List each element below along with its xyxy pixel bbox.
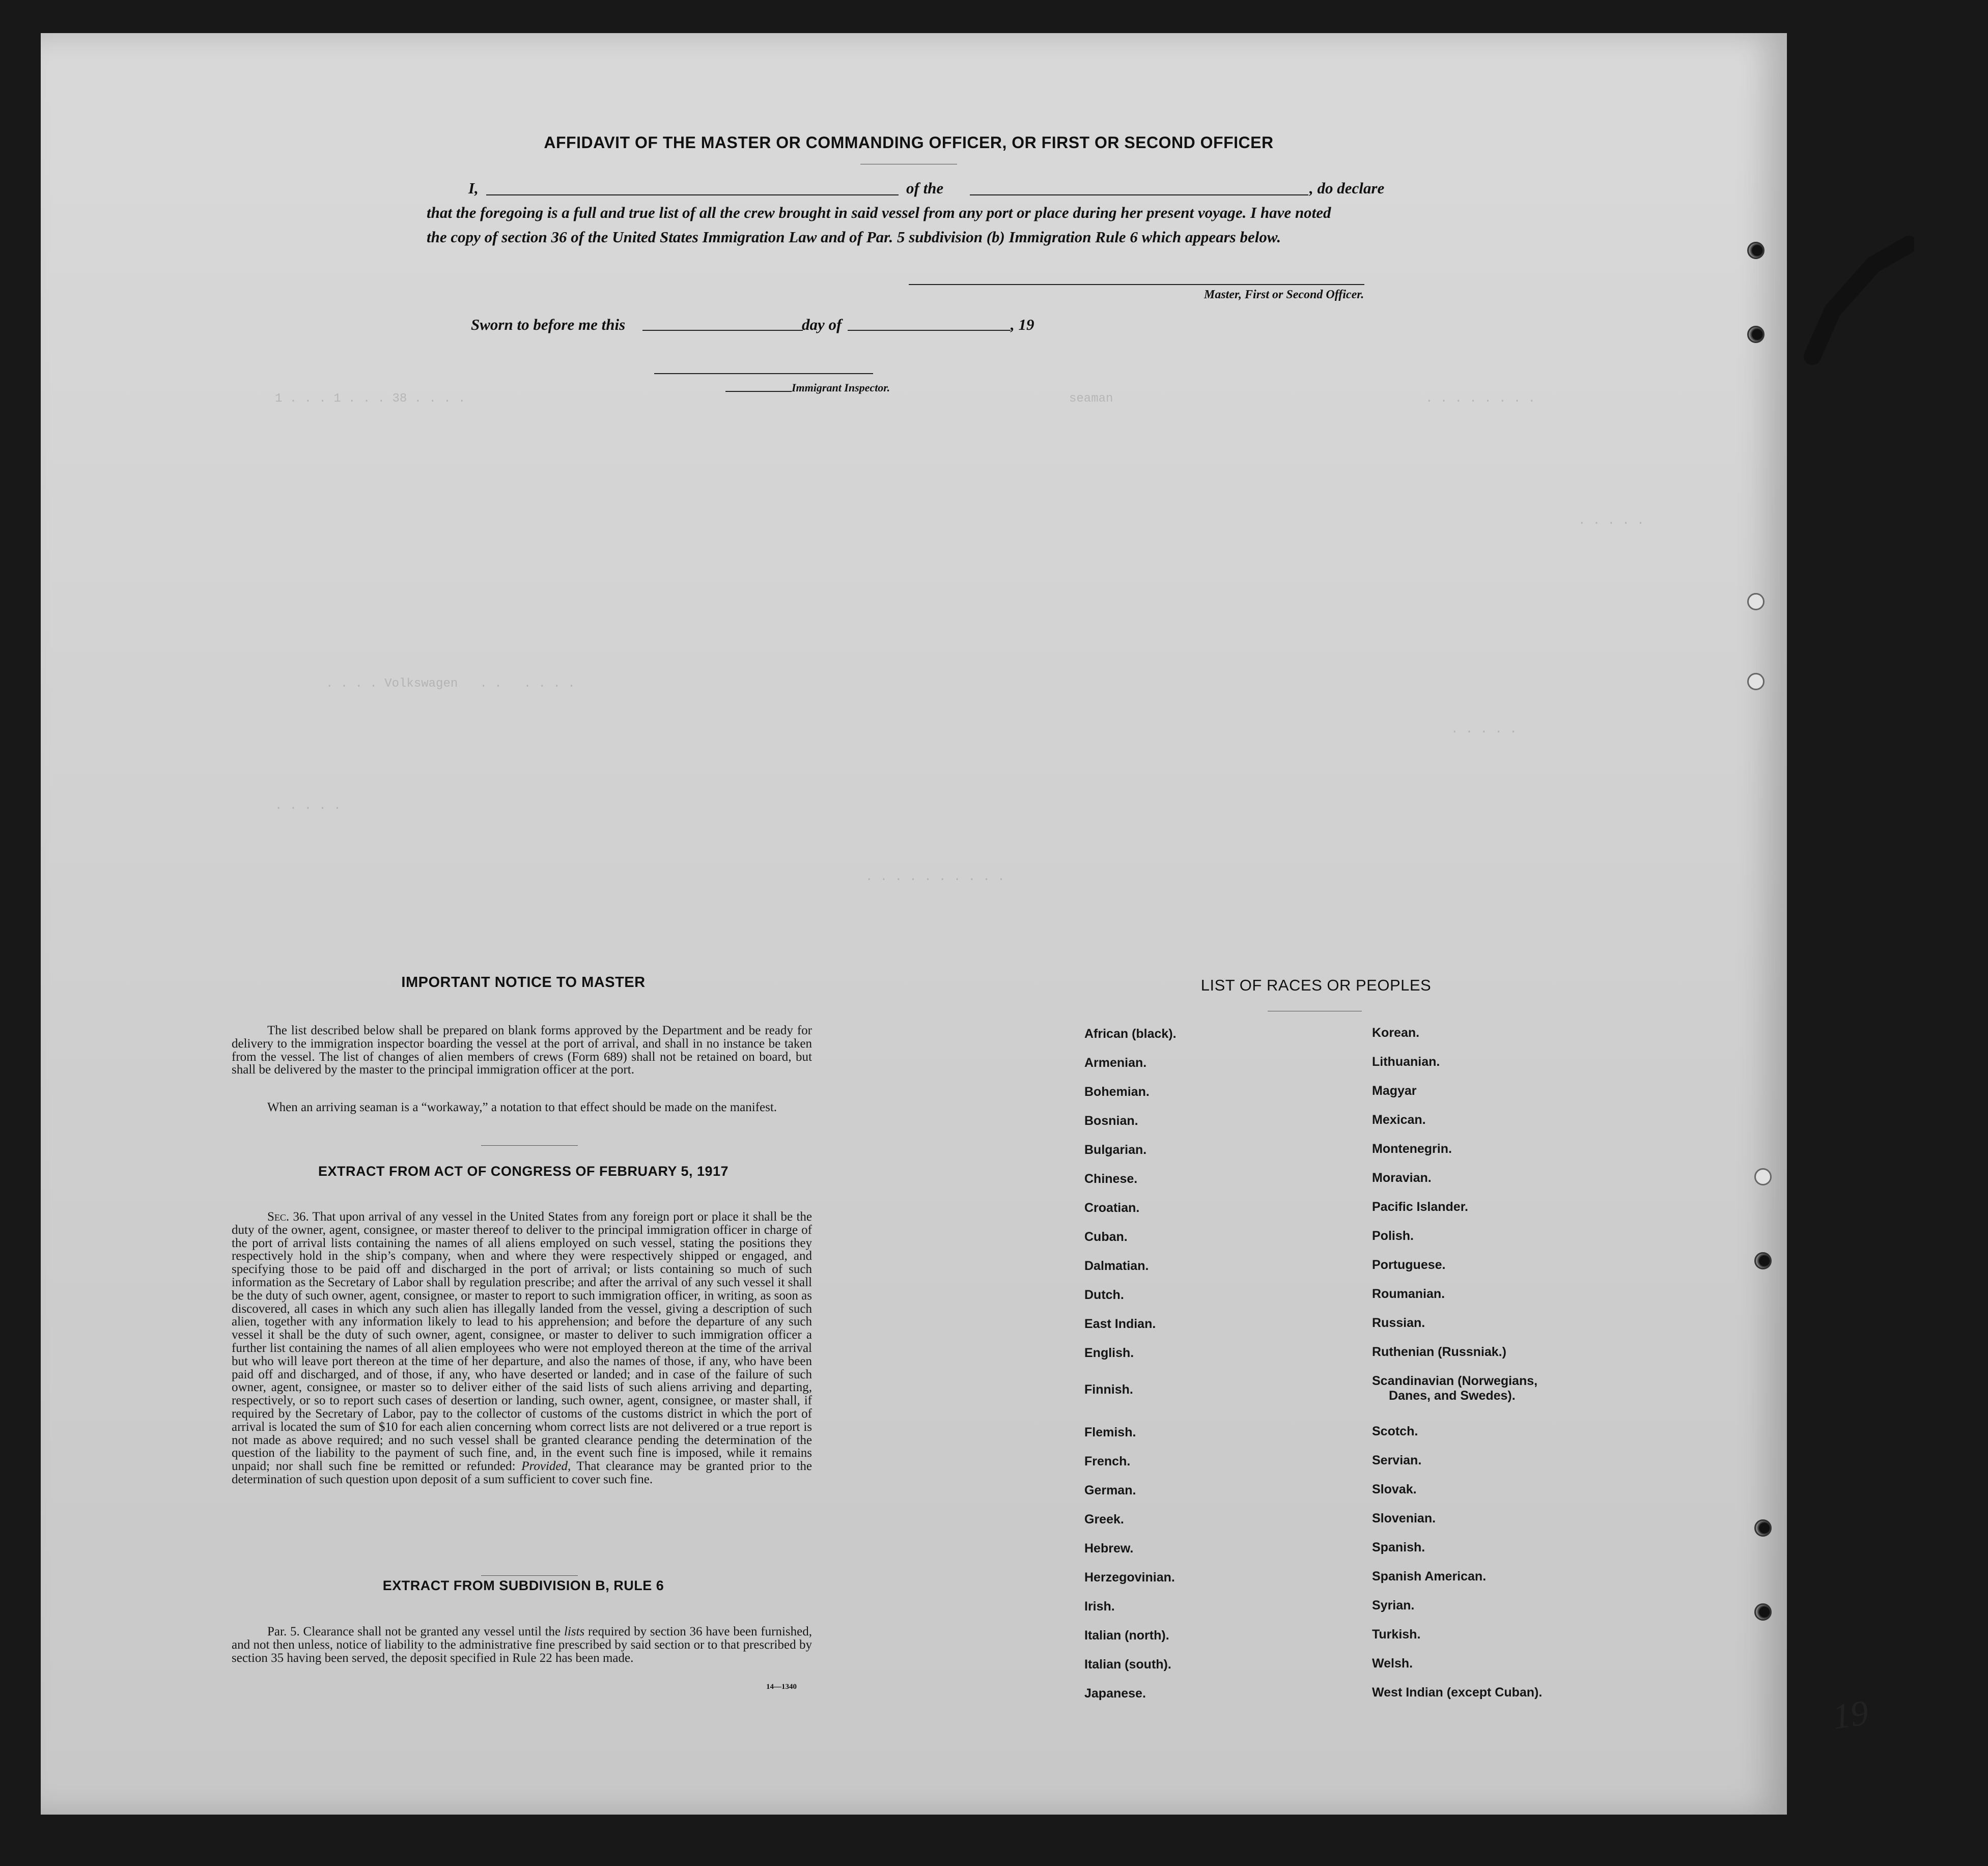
race-item: Chinese. xyxy=(1084,1172,1138,1186)
provided-label: Provided, xyxy=(521,1459,571,1474)
sworn-day-line[interactable] xyxy=(642,330,803,331)
act-extract-text: 36. That upon arrival of any vessel in the United States from any foreign port or place it shall be the duty of the owner, agent, consignee, or master thereof to deliver to the principal immigration officer in charge of the port of arrival lists containing the names of all aliens employed on such vessel, stating the positions they respectively hold in the ship’s company, when and where they were respectively shipped or engaged, and specifying those to be paid off and discharged in the port of arrival; or lists containing so much of such information as the Secretary of Labor shall by regulation prescribe; and after the arrival of any such vessel it shall be the duty of such owner, agent, consignee, or master to report to such immigration officer, in writing, as soon as discovered, all cases in which any such alien has illegally landed from the vessel, giving a description of such alien, together with any information likely to lead to his apprehension; and before the departure of any such vessel it shall be the duty of such owner, agent, consignee, or master to deliver to such immigration officer a further list containing the names of all alien employees who were not employed thereon at the time of the arrival but who will leave port thereon at the time of her departure, and also the names of those, if any, who have been paid off and discharged, and of those, if any, who have deserted or landed; and in case of the failure of such owner, agent, consignee, or master so to deliver either of the said lists of such aliens arriving and departing, respectively, or so to report such cases of desertion or landing, such owner, agent, consignee, or master shall, if required by the Secretary of Labor, pay to the collector of customs of the customs district in which the port of arrival is located the sum of $10 for each alien concerning whom correct lists are not delivered or a true report is not made as above required; and no such vessel shall be granted clearance pending the determination of the question of the liability to the payment of such fine, and, in the event such fine is imposed, while it remains unpaid; nor shall such fine be remitted or refunded: xyxy=(232,1210,812,1474)
race-item: East Indian. xyxy=(1084,1317,1156,1331)
act-extract-title: EXTRACT FROM ACT OF CONGRESS OF FEBRUARY 5, 1917 xyxy=(318,1164,729,1179)
race-item: French. xyxy=(1084,1454,1131,1468)
race-item: Lithuanian. xyxy=(1372,1055,1440,1069)
race-item: Finnish. xyxy=(1084,1382,1133,1397)
race-item: Welsh. xyxy=(1372,1656,1413,1671)
race-item: Russian. xyxy=(1372,1316,1425,1330)
binder-hole xyxy=(1754,1603,1772,1621)
race-item: Turkish. xyxy=(1372,1627,1421,1642)
sec-label: Sec. xyxy=(267,1210,290,1224)
race-item: Flemish. xyxy=(1084,1425,1136,1439)
sworn-label: Sworn to before me this xyxy=(471,316,626,333)
race-item: Syrian. xyxy=(1372,1598,1415,1613)
race-item: Danes, and Swedes). xyxy=(1389,1389,1516,1403)
notice-paragraph-2: When an arriving seaman is a “workaway,” a notation to that effect should be made on the manifest. xyxy=(267,1100,777,1114)
race-item: German. xyxy=(1084,1483,1136,1497)
race-item: Spanish. xyxy=(1372,1540,1425,1554)
binder-hole xyxy=(1747,242,1765,259)
race-item: Moravian. xyxy=(1372,1171,1432,1185)
declarant-name-line[interactable] xyxy=(486,194,899,195)
notice-paragraph-1: The list described below shall be prepared on blank forms approved by the Department and be ready for delivery to the immigration inspector boarding the vessel at the port of arrival, and shall in no instance be taken from the vessel. The list of changes of alien members of crews (Form 689) shall not be retained on board, but shall be delivered by the master to the principal immigration officer at the port. xyxy=(232,1024,812,1077)
notice-title: IMPORTANT NOTICE TO MASTER xyxy=(401,974,646,991)
race-item: Herzegovinian. xyxy=(1084,1570,1175,1585)
race-item: West Indian (except Cuban). xyxy=(1372,1685,1543,1700)
race-item: Italian (south). xyxy=(1084,1657,1171,1672)
binder-hole xyxy=(1747,326,1765,343)
vessel-label: of the xyxy=(906,179,944,197)
act-extract-body xyxy=(232,1210,812,1486)
inspector-caption: Immigrant Inspector. xyxy=(792,381,890,394)
race-item: Slovak. xyxy=(1372,1482,1417,1496)
race-item: Montenegrin. xyxy=(1372,1142,1452,1156)
margin-handwritten-number: 19 xyxy=(1830,1693,1871,1737)
race-item: Italian (north). xyxy=(1084,1628,1169,1643)
races-title: LIST OF RACES OR PEOPLES xyxy=(1200,976,1432,994)
vessel-name-line[interactable] xyxy=(970,194,1308,195)
day-of-label: day of xyxy=(802,316,842,333)
race-item: Slovenian. xyxy=(1372,1511,1436,1525)
rule-extract-text: Par. 5. Clearance shall not be granted any vessel until the xyxy=(267,1625,564,1638)
race-item: Scandinavian (Norwegians, xyxy=(1372,1374,1538,1388)
race-item: Roumanian. xyxy=(1372,1287,1445,1301)
form-number: 14—1340 xyxy=(766,1683,797,1691)
officer-signature-line[interactable] xyxy=(909,284,1364,285)
binder-hole xyxy=(1754,1519,1772,1537)
race-item: Greek. xyxy=(1084,1512,1124,1526)
declarant-label: I, xyxy=(468,179,479,197)
affidavit-title: AFFIDAVIT OF THE MASTER OR COMMANDING OFFICER, OR FIRST OR SECOND OFFICER xyxy=(544,133,1274,152)
race-item: Spanish American. xyxy=(1372,1569,1487,1584)
rule-extract-body xyxy=(232,1625,812,1664)
race-item: Irish. xyxy=(1084,1599,1115,1614)
race-item: Hebrew. xyxy=(1084,1541,1134,1556)
race-item: Cuban. xyxy=(1084,1230,1128,1244)
inspector-signature-line[interactable] xyxy=(654,373,873,374)
form-page xyxy=(41,33,1787,1815)
race-item: Croatian. xyxy=(1084,1201,1140,1215)
document-scan: 1 . . . 1 . . . 38 . . . . seaman . . . . . . . . . . . . . . . . . Volkswagen . . . . . . . . . . . . . . . . . . . . . . . . . . 19 AFFIDAVIT OF THE MASTER OR COMMANDING OFFICER, OR FIRST OR SECOND OFFICER I, of the , do declare that the foregoing is a full and true list of all the crew brought in said vessel from any port or place during her present voyage. I have noted the copy of section 36 of the United States Immigration Law and of Par. 5 subdivision (b) Immigration Rule 6 which appears below. Master, First or Second Officer. Sworn to before me this day of , 19 Immigrant Inspector. IMPORTANT NOTICE TO MASTER The list described below shall be prepared on blank forms approved by the Department and be ready for delivery to the immigration inspector boarding the vessel at the port of arrival, and shall in no instance be taken from the vessel. The list of changes of alien members of crews (Form 689) shall not be retained on board, but shall be delivered by the master to the principal immigration officer at the port. When an arriving seaman is a “workaway,” a notation to that effect should be made on the manifest. EXTRACT FROM ACT OF CONGRESS OF FEBRUARY 5, 1917 Sec. 36. That upon arrival of any vessel in the United States from any foreign port or place it shall be the duty of the owner, agent, consignee, or master thereof to deliver to the principal immigration officer in charge of the port of arrival lists containing the names of all aliens employed on such vessel, stating the positions they respectively hold in the ship’s company, when and where they were respectively shipped or engaged, and specifying those to be paid off and discharged in the port of arrival; or lists containing so much of such information as the Secretary of Labor shall by regulation prescribe; and after the arrival of any such vessel it shall be the duty of such owner, agent, consignee, or master to report to such immigration officer, in writing, as soon as discovered, all cases in which any such alien has illegally landed from the vessel, giving a description of such alien, together with any information likely to lead to his apprehension; and before the departure of any such vessel it shall be the duty of such owner, agent, consignee, or master to deliver to such immigration officer a further list containing the names of all alien employees who were not employed thereon at the time of the arrival but who will leave port thereon at the time of her departure, and also the names of those, if any, who have been paid off and discharged, and of those, if any, who have deserted or landed; and in case of the failure of such owner, agent, consignee, or master so to deliver either of the said lists of such aliens arriving and departing, respectively, or so to report such cases of desertion or landing, such owner, agent, consignee, or master shall, if required by the Secretary of Labor, pay to the collector of customs of the customs district in which the port of arrival is located the sum of $10 for each alien concerning whom correct lists are not delivered or a true report is not made as above required; and no such vessel shall be granted clearance pending the determination of the question of the liability to the payment of such fine, and, in the event such fine is imposed, while it remains unpaid; nor shall such fine be remitted or refunded: Provided, That clearance may be granted prior to the determination of such question upon deposit of a sum sufficient to cover such fine. EXTRACT FROM SUBDIVISION B, RULE 6 Par. 5. Clearance shall not be granted any vessel until the lists required by section 36 have been furnished, and not then unless, notice of liability to the administrative fine prescribed by said section or to that prescribed by section 35 having been served, the deposit specified in Rule 22 has been made. 14—1340 LIST OF RACES OR PEOPLES African (black). Armenian. Bohemian. Bosnian. Bulgarian. Chinese. Croatian. Cuban. Dalmatian. Dutch. East Indian. English. Finnish. Flemish. French. German. Greek. Hebrew. Herzegovinian. Irish. Italian (north). Italian (south). Japanese. Korean. Lithuanian. Magyar Mexican. Montenegrin. Moravian. Pacific Islander. Polish. Portuguese. Roumanian. Russian. Ruthenian (Russniak.) Scandinavian (Norwegians, Danes, and Swedes). Scotch. Servian. Slovak. Slovenian. Spanish. Spanish American. Syrian. Turkish. Welsh. West Indian (except Cuban). xyxy=(0,0,1988,1866)
binder-hole xyxy=(1754,1168,1772,1185)
act-extract-text-end: That clearance may be granted prior to the determination of such question upon deposit of a sum sufficient to cover such fine. xyxy=(232,1459,812,1486)
race-item: Portuguese. xyxy=(1372,1258,1446,1272)
race-item: Korean. xyxy=(1372,1026,1420,1040)
year-label: , 19 xyxy=(1011,316,1034,333)
race-item: Scotch. xyxy=(1372,1424,1418,1438)
race-item: Japanese. xyxy=(1084,1686,1146,1701)
margin-pen-stroke xyxy=(1802,234,1914,366)
race-item: Bohemian. xyxy=(1084,1085,1150,1099)
binder-hole xyxy=(1747,673,1765,690)
race-item: Dutch. xyxy=(1084,1288,1124,1302)
race-item: English. xyxy=(1084,1346,1134,1360)
race-item: Bulgarian. xyxy=(1084,1143,1147,1157)
race-item: Magyar xyxy=(1372,1084,1417,1098)
race-item: Pacific Islander. xyxy=(1372,1200,1468,1214)
race-item: Ruthenian (Russniak.) xyxy=(1372,1345,1506,1359)
officer-signature-caption: Master, First or Second Officer. xyxy=(1204,288,1364,301)
rule-extract-text-end: required by section 36 have been furnished, and not then unless, notice of liability to the administrative fine prescribed by said section or to that prescribed by section 35 having been served, the deposit specified in Rule 22 has been made. xyxy=(232,1625,812,1665)
race-item: Polish. xyxy=(1372,1229,1414,1243)
race-item: Dalmatian. xyxy=(1084,1259,1149,1273)
lists-label: lists xyxy=(564,1625,585,1638)
do-declare-label: , do declare xyxy=(1309,179,1385,197)
race-item: Servian. xyxy=(1372,1453,1422,1467)
rule-extract-title: EXTRACT FROM SUBDIVISION B, RULE 6 xyxy=(382,1578,664,1593)
race-item: Bosnian. xyxy=(1084,1114,1138,1128)
binder-hole xyxy=(1747,593,1765,610)
binder-hole xyxy=(1754,1252,1772,1269)
race-item: African (black). xyxy=(1084,1027,1177,1041)
affidavit-line-3: the copy of section 36 of the United States Immigration Law and of Par. 5 subdivision (b) Immigration Rule 6 which appears below. xyxy=(427,228,1281,246)
affidavit-line-2: that the foregoing is a full and true list of all the crew brought in said vessel from any port or place during her present voyage. I have noted xyxy=(427,204,1331,221)
race-item: Armenian. xyxy=(1084,1056,1147,1070)
sworn-month-line[interactable] xyxy=(848,330,1011,331)
race-item: Mexican. xyxy=(1372,1113,1426,1127)
